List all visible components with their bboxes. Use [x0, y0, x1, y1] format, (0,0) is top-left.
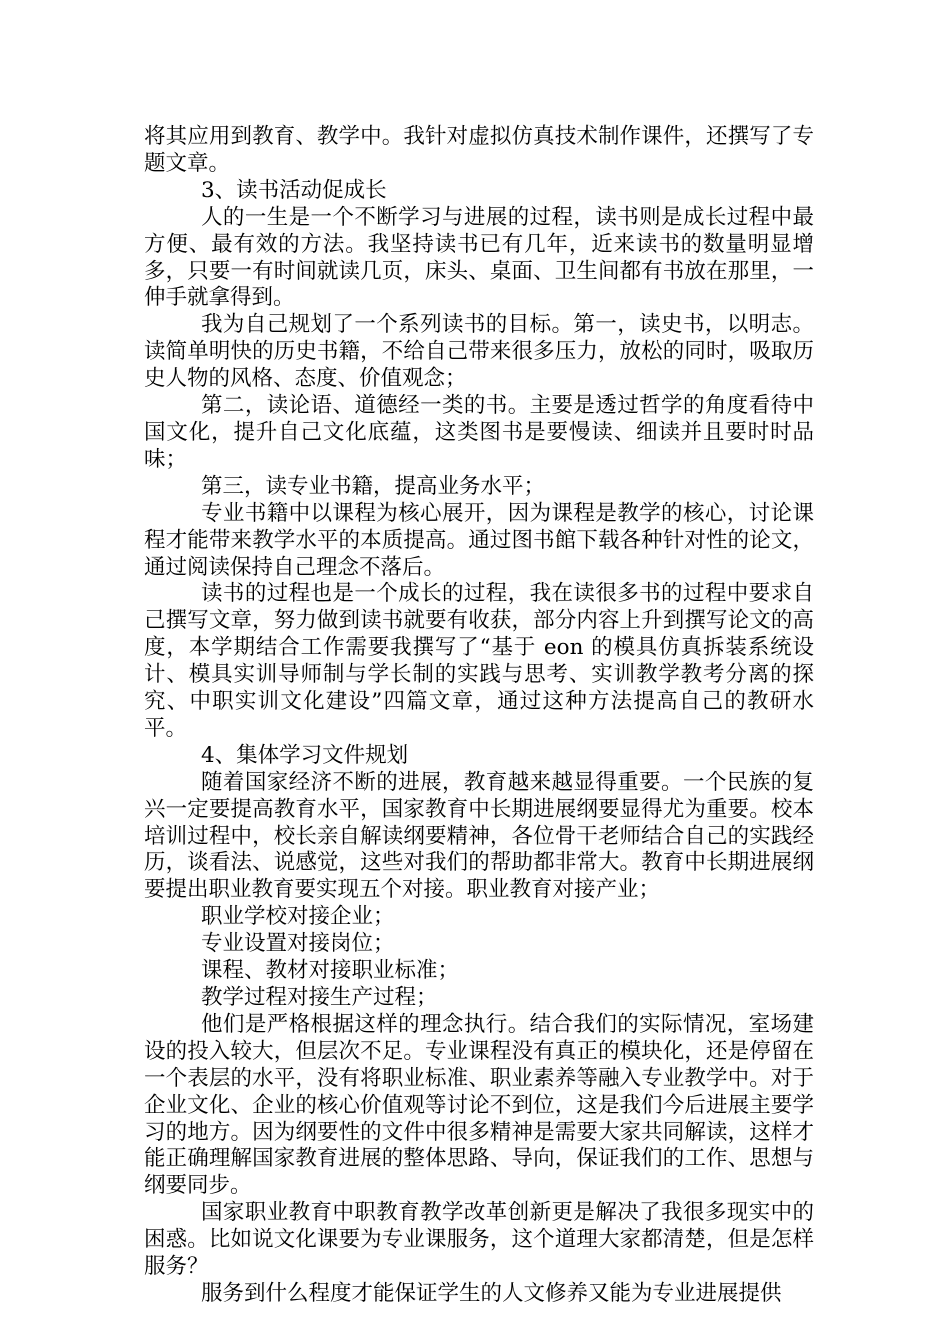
- section-heading: 3、读书活动促成长: [201, 177, 387, 203]
- body-paragraph: 课程、教材对接职业标准；: [201, 958, 460, 984]
- body-paragraph: 随着国家经济不断的进展，教育越来越显得重要。一个民族的复兴一定要提高教育水平，国家教育中长期进展纲要显得尤为重要。校本培训过程中，校长亲自解读纲要精神，各位骨干老师结合自己的实践经历，谈看法、说感觉，这些对我们的帮助都非常大。教育中长期进展纲要提出职业教育要实现五个对接。职业教育对接产业；: [144, 769, 814, 903]
- body-paragraph: 读书的过程也是一个成长的过程，我在读很多书的过程中要求自己撰写文章，努力做到读书就要有收获，部分内容上升到撰写论文的高度，本学期结合工作需要我撰写了“基于 eon 的模具仿真拆装系统设计、模具实训导师制与学长制的实践与思考、实训教学教考分离的探究、中职实训文化建设”四篇文章，通过这种方法提高自己的教研水平。: [144, 581, 814, 741]
- body-paragraph: 职业学校对接企业；: [201, 904, 395, 930]
- document-page: [144, 124, 814, 1308]
- body-paragraph: 专业设置对接岗位；: [201, 931, 395, 957]
- body-paragraph: 专业书籍中以课程为核心展开，因为课程是教学的核心，讨论课程才能带来教学水平的本质提高。通过图书館下载各种针对性的论文，通过阅读保持自己理念不落后。: [144, 500, 814, 580]
- body-paragraph: 第三，读专业书籍，提高业务水平；: [201, 473, 546, 499]
- section-heading: 4、集体学习文件规划: [201, 742, 409, 768]
- body-paragraph: 教学过程对接生产过程；: [201, 985, 438, 1010]
- body-paragraph: 将其应用到教育、教学中。我针对虚拟仿真技术制作课件，还撰写了专题文章。: [144, 124, 814, 176]
- body-paragraph: 他们是严格根据这样的理念执行。结合我们的实际情况，室场建设的投入较大，但层次不足。专业课程没有真正的模块化，还是停留在一个表层的水平，没有将职业标准、职业素养等融入专业教学中。对于企业文化、企业的核心价值观等讨论不到位，这是我们今后进展主要学习的地方。因为纲要性的文件中很多精神是需要大家共同解读，这样才能正确理解国家教育进展的整体思路、导向，保证我们的工作、思想与纲要同步。: [144, 1011, 814, 1199]
- body-paragraph: 国家职业教育中职教育教学改革创新更是解决了我很多现实中的困惑。比如说文化课要为专业课服务，这个道理大家都清楚，但是怎样服务？: [144, 1200, 814, 1280]
- body-paragraph: 第二，读论语、道德经一类的书。主要是透过哲学的角度看待中国文化，提升自己文化底蕴，这类图书是要慢读、细读并且要时时品味；: [144, 393, 814, 472]
- body-paragraph: 我为自己规划了一个系列读书的目标。第一，读史书，以明志。读简单明快的历史书籍，不给自己带来很多压力，放松的同时，吸取历史人物的风格、态度、价值观念；: [144, 312, 814, 392]
- body-paragraph: 人的一生是一个不断学习与进展的过程，读书则是成长过程中最方便、最有效的方法。我坚持读书已有几年，近来读书的数量明显增多，只要一有时间就读几页，床头、桌面、卫生间都有书放在那里，一伸手就拿得到。: [144, 204, 814, 311]
- body-paragraph: 服务到什么程度才能保证学生的人文修养又能为专业进展提供: [201, 1280, 782, 1306]
